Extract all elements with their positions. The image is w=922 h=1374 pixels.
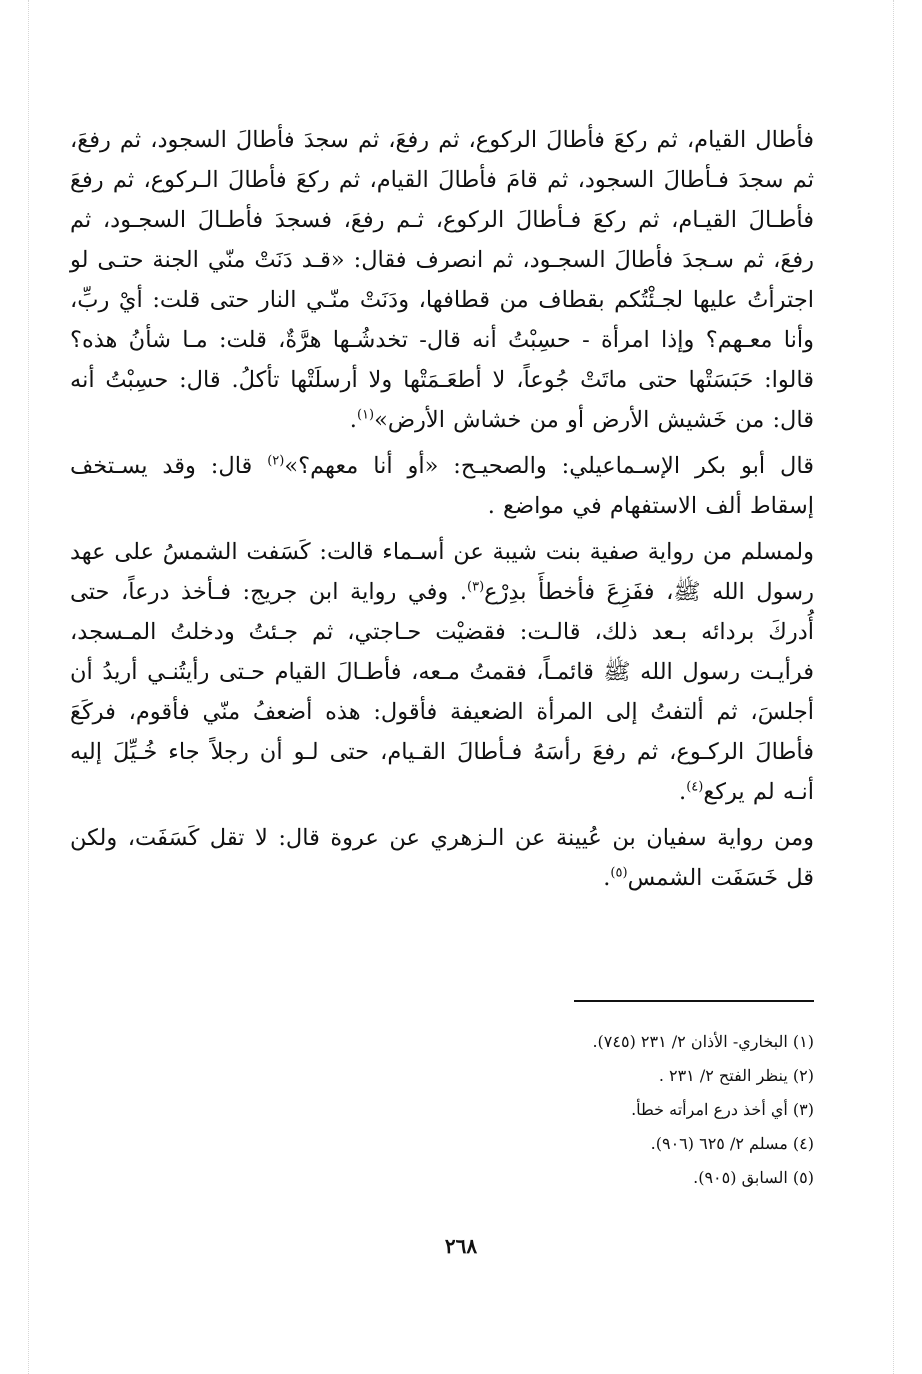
footnote-divider bbox=[574, 1000, 814, 1002]
footnotes bbox=[70, 1025, 814, 1195]
footnote-2: (٢) ينظر الفتح ٢/ ٢٣١ . bbox=[658, 1066, 814, 1085]
page-body bbox=[70, 120, 814, 1300]
scan-margin-line-left bbox=[28, 0, 29, 1374]
footnote-ref-2: (٢) bbox=[267, 453, 285, 469]
footnote-5: (٥) السابق (٩٠٥). bbox=[693, 1168, 814, 1187]
paragraph-2: قال أبو بكر الإسـماعيلي: والصحيـح: «أو أنا معهم؟»$^{(٢)}$ قال: وقد يسـتخف إسقاط ألف الاستفهام في مواضع . bbox=[70, 453, 814, 519]
paragraph-1: فأطال القيام، ثم ركعَ فأطالَ الركوع، ثم رفعَ، ثم سجدَ فأطالَ السجود، ثم رفعَ، ثم سجدَ فـأطالَ السجود، ثم قامَ فأطالَ القيام، ثم ركعَ فأطالَ الـركوع، ثم رفعَ فأطـالَ القيـام، ثم ركعَ فـأطالَ الركوع، ثـم رفعَ، فسجدَ فأطـالَ السجـود، ثم رفعَ، ثم سـجدَ فأطالَ السجـود، ثم انصرف فقال: «قـد دَنَتْ منّي الجنة حتـى لو اجترأتُ عليها لجـئْتُكم بقطاف من قطافها، ودَنَتْ منّـي النار حتى قلت: أيْ ربِّ، وأنا معـهم؟ وإذا امرأة - حسِبْتُ أنه قال- تخدشُـها هرَّةٌ، قلت: مـا شأنُ هذه؟ قالوا: حَبَسَتْها حتى ماتَتْ جُوعاً، لا أطعَـمَتْها ولا أرسلَتْها تأكلُ. قال: حسِبْتُ أنه قال: من خَشيش الأرض أو من خشاش الأرض»$^{(١)}$. bbox=[70, 127, 814, 433]
paragraph-1-text: فأطال القيام، ثم ركعَ فأطالَ الركوع، ثم رفعَ، ثم سجدَ فأطالَ السجود، ثم رفعَ، ثم سجدَ فـأطالَ السجود، ثم قامَ فأطالَ القيام، ثم ركعَ فأطالَ الـركوع، ثم رفعَ فأطـالَ القيـام، ثم ركعَ فـأطالَ الركوع، ثـم رفعَ، فسجدَ فأطـالَ السجـود، ثم رفعَ، ثم سـجدَ فأطالَ السجـود، ثم انصرف فقال: «قـد دَنَتْ منّي الجنة حتـى لو اجترأتُ عليها لجـئْتُكم بقطاف من قطافها، ودَنَتْ منّـي النار حتى قلت: أيْ ربِّ، وأنا معـهم؟ وإذا امرأة - حسِبْتُ أنه قال- تخدشُـها هرَّةٌ، قلت: مـا شأنُ هذه؟ قالوا: حَبَسَتْها حتى ماتَتْ جُوعاً، لا أطعَـمَتْها ولا أرسلَتْها تأكلُ. قال: حسِبْتُ أنه قال: من خَشيش الأرض أو من خشاش الأرض» bbox=[70, 127, 814, 433]
footnote-ref-3: (٣) bbox=[467, 579, 485, 595]
paragraph-3-text: ولمسلم من رواية صفية بنت شيبة عن أسـماء قالت: كَسَفت الشمسُ على عهد رسول الله ﷺ، ففَزِعَ فأخطأَ بدِرْع bbox=[70, 539, 814, 605]
paragraph-4: ومن رواية سفيان بن عُيينة عن الـزهري عن عروة قال: لا تقل كَسَفَت، ولكن قل خَسَفَت الشمس$^{(٥)}$. bbox=[70, 825, 814, 891]
footnote-1: (١) البخاري- الأذان ٢/ ٢٣١ (٧٤٥). bbox=[592, 1032, 814, 1051]
footnote-ref-5: (٥) bbox=[610, 865, 628, 881]
footnote-3: (٣) أي أخذ درع امرأته خطأ. bbox=[631, 1100, 814, 1119]
paragraph-3: ولمسلم من رواية صفية بنت شيبة عن أسـماء قالت: كَسَفت الشمسُ على عهد رسول الله ﷺ، ففَزِعَ فأخطأَ بدِرْع$^{(٣)}$. وفي رواية ابن جريج: فـأخذ درعاً، حتى أُدركَ بردائه بـعد ذلك، قالـت: فقضيْت حـاجتي، ثم جـئتُ ودخلتُ المـسجد، فرأيـت رسول الله ﷺ قائمـاً، فقمتُ مـعه، فأطـالَ القيام حـتى رأيتُنـي أريدُ أن أجلسَ، ثم ألتفتُ إلى المرأة الضعيفة فأقول: هذه أضعفُ منّي فأقوم، فركَعَ فأطالَ الركـوع، ثم رفعَ رأسَهُ فـأطالَ القـيام، حتى لـو أن رجلاً جاء خُـيِّلَ إليه أنـه لم يركع$^{(٤)}$. bbox=[70, 539, 814, 805]
paragraph-4-text: ومن رواية سفيان بن عُيينة عن الـزهري عن عروة قال: لا تقل كَسَفَت، ولكن قل خَسَفَت الشمس bbox=[70, 825, 814, 891]
footnote-ref-4: (٤) bbox=[686, 779, 704, 795]
page-number: ٢٦٨ bbox=[444, 1234, 478, 1258]
footnote-4: (٤) مسلم ٢/ ٦٢٥ (٩٠٦). bbox=[650, 1134, 814, 1153]
footnote-ref-1: (١) bbox=[356, 407, 375, 423]
scan-margin-line-right bbox=[893, 0, 894, 1374]
paragraph-2-text: قال أبو بكر الإسـماعيلي: والصحيـح: «أو أنا معهم؟» bbox=[284, 453, 814, 479]
